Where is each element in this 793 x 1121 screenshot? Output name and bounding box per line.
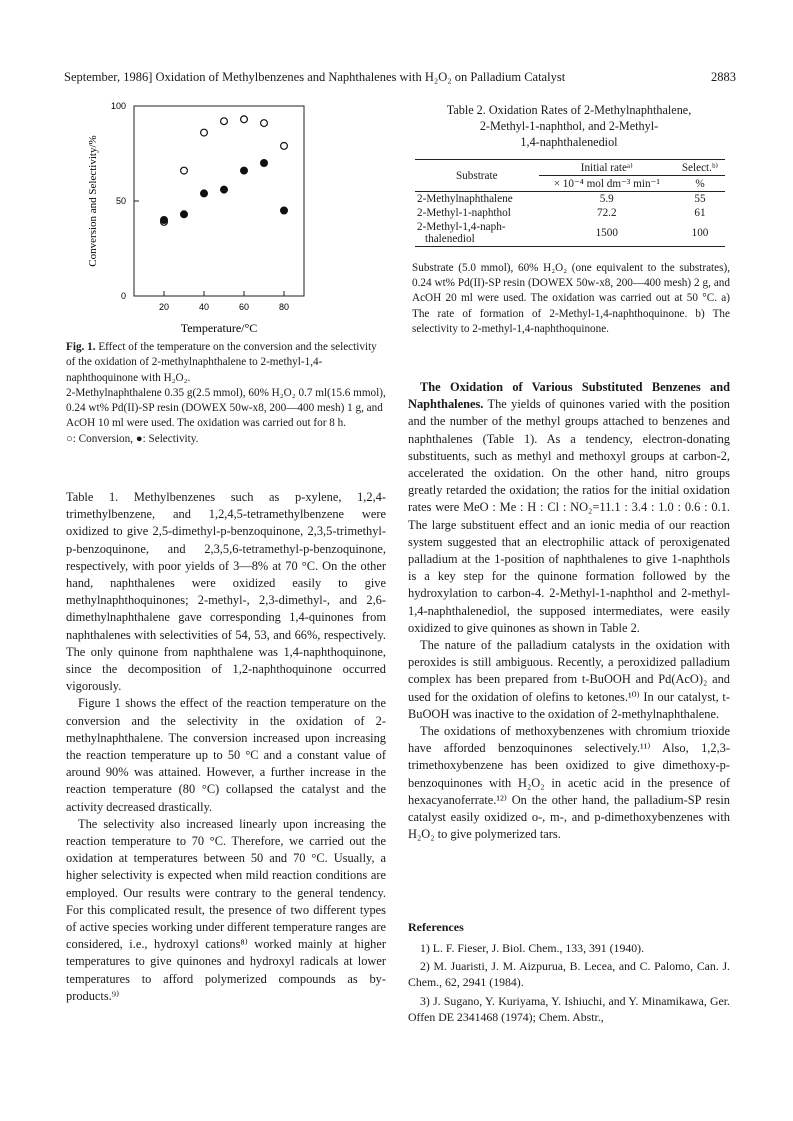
x-tick-label: 80 — [278, 302, 290, 312]
right-column-text — [408, 379, 730, 843]
x-axis-label: Temperature/°C — [180, 321, 258, 335]
conversion-point — [261, 120, 268, 127]
cell-rate: 5.9 — [599, 193, 614, 205]
reference-item: 2) M. Juaristi, J. M. Aizpurua, B. Lecea, and C. Palomo, Can. J. Chem., 62, 2941 (1984). — [408, 959, 730, 990]
x-tick-label: 40 — [198, 302, 210, 312]
column-header-rate: Initial rateᵃ⁾ — [539, 160, 675, 176]
cell-rate: 72.2 — [596, 207, 617, 219]
cell-substrate-line2: thalenediol — [425, 233, 475, 245]
column-unit-select: % — [695, 177, 705, 190]
y-tick-label: 0 — [120, 291, 126, 301]
column-unit-rate: × 10⁻⁴ mol dm⁻³ min⁻¹ — [553, 178, 660, 190]
table-title-line: 2-Methyl-1-naphthol, and 2-Methyl- — [479, 119, 659, 133]
table-row — [415, 220, 725, 247]
figure-caption-text: Effect of the temperature on the conversion and the selectivity of the oxidation of 2-methylnaphthalene to 2-methyl-1,4-naphthoquinone with H₂O₂. — [66, 341, 377, 384]
x-tick-label: 60 — [238, 302, 250, 312]
conversion-point — [241, 116, 248, 123]
section-heading: The Oxidation of Various Substituted Benzenes and Naphthalenes. — [408, 380, 730, 412]
plot-frame — [134, 106, 304, 296]
paragraph: Figure 1 shows the effect of the reaction temperature on the conversion and the selectivity in the oxidation of 2-methylnaphthalene. The conversion increased upon increasing the reaction temperature up to 50 °C and a constant value of around 90% was attained. However, a further increase in the reaction temperature (80 °C) collapsed the catalyst and the activity decreased drastically. — [66, 696, 386, 814]
cell-rate: 1500 — [595, 227, 618, 239]
selectivity-point — [181, 211, 188, 218]
figure-caption-conditions: 2-Methylnaphthalene 0.35 g(2.5 mmol), 60% H₂O₂ 0.7 ml(15.6 mmol), 0.24 wt% Pd(II)-SP resin (DOWEX 50w-x8, 200—400 mesh) 1 g, and AcOH 10 ml were used. The oxidation was carried out for 8 h. — [66, 386, 386, 430]
cell-substrate-line1: 2-Methyl-1,4-naph- — [417, 221, 506, 233]
figure-1-scatter-plot — [62, 100, 362, 345]
paragraph: The oxidations of methoxybenzenes with chromium trioxide have afforded benzoquinones selectively.¹¹⁾ Also, 1,2,3-trimethoxybenzene has been oxidized to give dimethoxy-p-benzoquinones with H₂O₂ in acetic acid in the presence of hexacyanoferrate.¹²⁾ On the other hand, the palladium-SP resin catalyst easily oxidized o-, m-, and p-dimethoxybenzenes with H₂O₂ to give polymerized tars. — [408, 724, 730, 842]
table-2-title — [408, 102, 730, 150]
selectivity-point — [161, 217, 168, 224]
table-row — [415, 192, 725, 207]
table-2 — [415, 159, 725, 247]
cell-substrate: 2-Methyl-1-naphthol — [417, 207, 511, 219]
table-row — [415, 206, 725, 220]
y-tick-label: 50 — [115, 196, 126, 206]
x-tick-label: 20 — [158, 302, 170, 312]
cell-select: 61 — [694, 207, 706, 219]
conversion-point — [221, 118, 228, 125]
references-heading: References — [408, 920, 464, 934]
left-column-text — [66, 489, 386, 1005]
selectivity-point — [241, 167, 248, 174]
column-header-substrate: Substrate — [415, 160, 539, 192]
conversion-point — [281, 143, 288, 150]
y-axis-label: Conversion and Selectivity/% — [87, 135, 99, 267]
conversion-point — [201, 129, 208, 136]
selectivity-point — [261, 160, 268, 167]
cell-select: 55 — [694, 193, 706, 205]
figure-caption — [66, 340, 386, 447]
table-2-footnote: Substrate (5.0 mmol), 60% H₂O₂ (one equivalent to the substrates), 0.24 wt% Pd(II)-SP resin (DOWEX 50w-x8, 200—400 mesh) 2 g, and AcOH 20 ml were used. The oxidation was carried out at 50 °C. a) The rate of formation of 2-Methyl-1,4-naphthoquinone. b) The selectivity to 2-methyl-1,4-naphthoquinone. — [412, 262, 730, 335]
reference-item: 1) L. F. Fieser, J. Biol. Chem., 133, 391 (1940). — [420, 941, 645, 955]
figure-label: Fig. 1. — [66, 341, 96, 353]
paragraph-text: The yields of quinones varied with the position and the number of the methyl groups attached to benzenes and naphthalenes (Table 1). As a tendency, electron-donating substituents, such as methyl and methoxyl groups at carbon-2, accelerated the oxidation. On the other hand, nitro groups greatly retarded the oxidation; the ratios for the initial oxidation rates were MeO : Me : H : Cl : NO₂=11.1 : 3.4 : 1.0 : 0.6 : 0.1. The large substituent effect and an ionic media of our reaction system suggested that an electrophilic attack of peroxigenated palladium at the 1-position of naphthalenes to give 1-naphthols is a key step for the quinone formation followed by the hydroxylation to carbon-4. 2-Methyl-1-naphthol and 2-methyl-1,4-naphthalenediol, the supposed intermediates, were easily oxidized to give quinones as shown in Table 2. — [408, 397, 730, 635]
y-tick-label: 100 — [110, 101, 126, 111]
paragraph: The selectivity also increased linearly upon increasing the reaction temperature to 70 °C. Therefore, we carried out the oxidation at temperatures between 50 and 70 °C. Usually, a higher selectivity is expected when mild reaction conditions are employed. Our results were contrary to the general tendency. For this complicated result, the presence of two different types of active species working under different temperature ranges are considered, i.e., hydroxyl cations⁸⁾ worked mainly at higher temperatures to give quinones and hydroxyl radicals at lower temperatures to afford polymerized compounds as by-products.⁹⁾ — [66, 816, 386, 1003]
page-number: 2883 — [711, 70, 736, 84]
table-title-line: Table 2. Oxidation Rates of 2-Methylnaphthalene, — [446, 103, 692, 117]
figure-caption-legend: ○: Conversion, ●: Selectivity. — [66, 432, 199, 445]
paragraph — [408, 379, 730, 637]
cell-select: 100 — [691, 227, 709, 239]
conversion-point — [181, 167, 188, 174]
paragraph: Table 1. Methylbenzenes such as p-xylene, 1,2,4-trimethylbenzene, and 1,2,4,5-tetramethylbenzene were oxidized to give 2,5-dimethyl-p-benzoquinone, 2,3,5-trimethyl-p-benzoquinone, and 2,3,5,6-tetramethyl-p-benzoquinone, respectively, with poor yields of 3—8% at 70 °C. On the other hand, naphthalenes were oxidized easily to give methylnaphthoquinones; 2-methyl-, 2,3-dimethyl-, and 2,6-dimethylnaphthalene gave corresponding 1,4-quinones from naphthalenes with selectivities of 54, 53, and 66%, respectively. The only quinone from naphthalene was 1,4-naphthoquinone, since the decomposition of 1,2-naphthoquinone occurred vigorously. — [66, 490, 386, 694]
paragraph: The nature of the palladium catalysts in the oxidation with peroxides is still ambiguous. Recently, a peroxidized palladium complex has been prepared from t-BuOOH and Pd(AcO)₂ and used for the oxidation of olefins to ketones.¹⁰⁾ In our catalyst, t-BuOOH was inactive to the oxidation of 2-methylnaphthalene. — [408, 638, 730, 721]
references-list — [408, 938, 730, 1025]
selectivity-point — [201, 190, 208, 197]
selectivity-point — [281, 207, 288, 214]
header-title: September, 1986] Oxidation of Methylbenzenes and Naphthalenes with H₂O₂ on Palladium Catalyst — [64, 70, 566, 84]
cell-substrate — [415, 220, 539, 247]
table-title-line: 1,4-naphthalenediol — [520, 135, 618, 149]
column-header-select: Select.ᵇ⁾ — [675, 160, 725, 176]
selectivity-point — [221, 186, 228, 193]
reference-item: 3) J. Sugano, Y. Kuriyama, Y. Ishiuchi, and Y. Minamikawa, Ger. Offen DE 2341468 (1974); Chem. Abstr., — [408, 993, 730, 1024]
cell-substrate: 2-Methylnaphthalene — [417, 193, 513, 205]
